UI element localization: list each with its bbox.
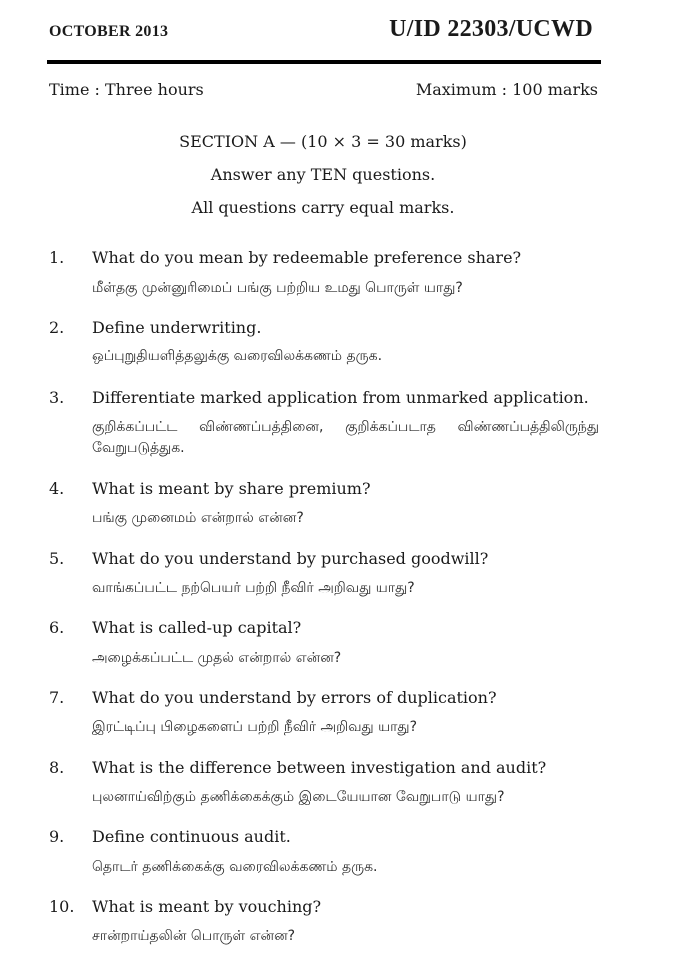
question-english: What do you mean by redeemable preference share? (92, 248, 522, 267)
question-number: 6. (49, 618, 65, 637)
question-tamil: பங்கு முனைமம் என்றால் என்ன? (92, 510, 304, 526)
question-english: What do you understand by purchased goodwill? (92, 549, 489, 568)
question-number: 3. (49, 388, 65, 407)
question-number: 8. (49, 758, 65, 777)
maximum-marks: Maximum : 100 marks (415, 80, 598, 99)
question-tamil: வாங்கப்பட்ட நற்பெயர் பற்றி நீவிர் அறிவது யாது? (92, 580, 415, 596)
header-divider (47, 60, 601, 64)
question-english: Differentiate marked application from unmarked application. (92, 388, 589, 407)
question-number: 9. (49, 827, 65, 846)
question-number: 4. (49, 479, 65, 498)
question-number: 5. (49, 549, 65, 568)
question-tamil: சான்றாய்தலின் பொருள் என்ன? (92, 928, 296, 944)
question-english: Define underwriting. (92, 318, 262, 337)
question-english: What is meant by vouching? (92, 897, 322, 916)
question-english: What do you understand by errors of duplication? (92, 688, 497, 707)
question-number: 2. (49, 318, 65, 337)
question-english: What is the difference between investigation and audit? (92, 758, 547, 777)
question-tamil: ஒப்புறுதியளித்தலுக்கு வரைவிலக்கணம் தருக. (92, 348, 383, 364)
question-tamil: குறிக்கப்பட்ட விண்ணப்பத்தினை, குறிக்கப்படாத விண்ணப்பத்திலிருந்து வேறுபடுத்துக. (92, 419, 599, 456)
section-note: All questions carry equal marks. (191, 198, 455, 217)
exam-session: OCTOBER 2013 (49, 23, 169, 40)
question-number: 1. (49, 248, 65, 267)
section-instruction: Answer any TEN questions. (210, 165, 436, 184)
question-tamil: தொடர் தணிக்கைக்கு வரைவிலக்கணம் தருக. (92, 859, 378, 875)
question-tamil: அழைக்கப்பட்ட முதல் என்றால் என்ன? (92, 650, 342, 666)
question-english: What is meant by share premium? (92, 479, 371, 498)
question-number: 7. (49, 688, 65, 707)
question-tamil: இரட்டிப்பு பிழைகளைப் பற்றி நீவிர் அறிவது யாது? (92, 719, 417, 735)
question-english: Define continuous audit. (92, 827, 291, 846)
section-title: SECTION A — (10 × 3 = 30 marks) (179, 132, 467, 151)
question-tamil: புலனாய்விற்கும் தணிக்கைக்கும் இடையேயான வேறுபாடு யாது? (92, 789, 505, 805)
exam-duration: Time : Three hours (49, 80, 204, 99)
question-english: What is called-up capital? (92, 618, 302, 637)
question-tamil: மீள்தகு முன்னுரிமைப் பங்கு பற்றிய உமது பொருள் யாது? (92, 280, 463, 296)
paper-code: U/ID 22303/UCWD (389, 16, 593, 42)
question-number: 10. (49, 897, 75, 916)
